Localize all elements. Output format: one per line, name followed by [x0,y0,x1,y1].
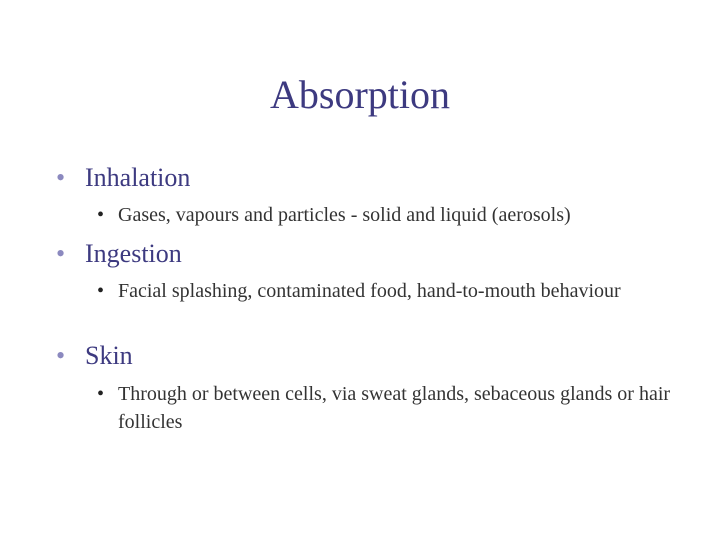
sub-bullet-marker: • [97,280,105,302]
bullet-marker: • [56,239,66,268]
bullet-item-skin [56,340,133,372]
bullet-item-ingestion [56,238,182,270]
bullet-label-skin: Skin [85,341,133,370]
sub-bullet-inhalation [97,201,697,229]
sub-bullet-text: Facial splashing, contaminated food, hand-to-mouth behaviour [118,280,621,302]
sub-bullet-marker: • [97,383,105,405]
slide-title: Absorption [270,72,450,117]
sub-bullet-marker: • [97,204,105,226]
bullet-marker: • [56,341,66,370]
sub-bullet-ingestion [97,277,697,305]
bullet-marker: • [56,163,66,192]
bullet-label-ingestion: Ingestion [85,239,182,268]
sub-bullet-text: Through or between cells, via sweat glands, sebaceous glands or hair follicles [118,383,671,433]
bullet-label-inhalation: Inhalation [85,163,191,192]
sub-bullet-skin [97,380,697,436]
sub-bullet-text: Gases, vapours and particles - solid and liquid (aerosols) [118,204,571,226]
bullet-item-inhalation [56,162,190,194]
